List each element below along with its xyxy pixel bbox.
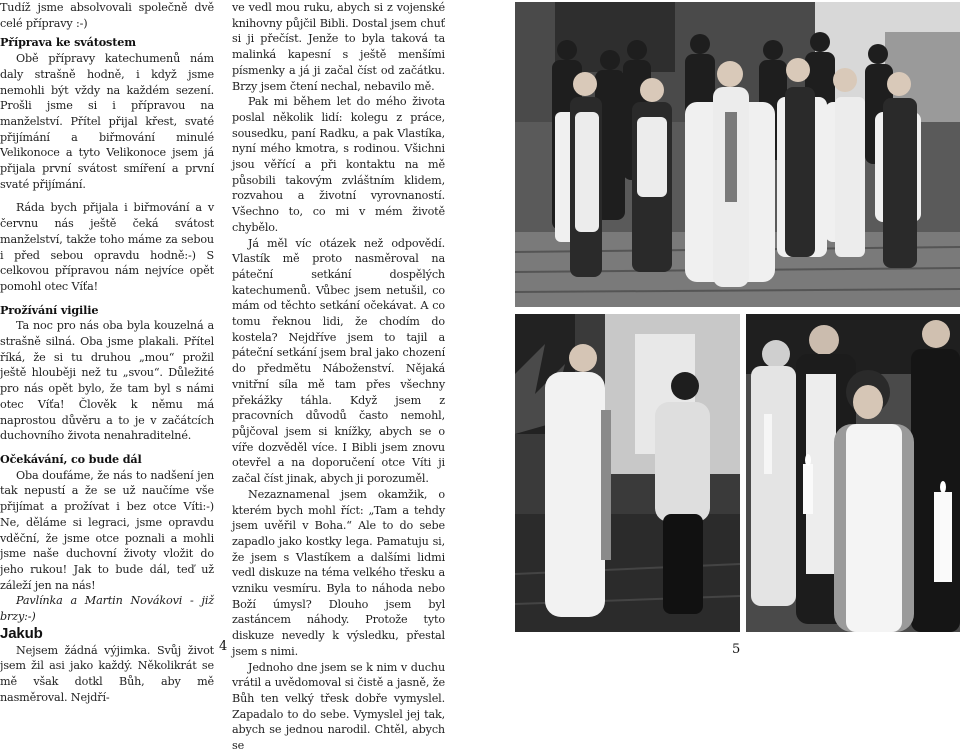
heading-jakub: Jakub [0, 624, 43, 642]
left-column-1 [0, 0, 214, 706]
paragraph: Jednoho dne jsem se k nim v duchu vrátil a uvědomoval si čistě a jasně, že Bůh ten velký třesk dobře vymyslel. Zapadalo to do sebe. Vymyslel jej tak, abych se jednou narodil. Chtěl, abych se [232, 660, 445, 753]
heading-ocekavani: Očekávání, co bude dál [0, 451, 142, 466]
paragraph: Pak mi během let do mého života poslal několik lidí: kolegu z práce, sousedku, paní Radku, a pak Vlastíka, nyní mého kmotra, s rodinou. Všichni jsou věřící a při kontaktu na mě působili takovým zvláštním klidem, rozvahou a životní vyrovnaností. Všechno to, co mi v mém životě chybělo. [232, 95, 445, 234]
paragraph: Ráda bych přijala i biřmování a v červnu nás ještě čeká svátost manželství, takže toho máme za sebou i před sebou opravdu hodně:-) S celkovou přípravou nám nejvíce opět pomohl otec Víťa! [0, 201, 214, 293]
paragraph: Nezaznamenal jsem okamžik, o kterém bych mohl říct: „Tam a tehdy jsem uvěřil v Boha.“ Ale to do sebe zapadlo jako kostky lega. Pamatuju si, že jsem s Vlastíkem a dalšími lidmi vedl diskuze na téma velkého třesku a vzniku vesmíru. Byla to náhoda nebo Boží úmysl? Dlouho jsem byl zastáncem náhody. Protože tyto diskuze nevedly k výsledku, přestal jsem s nimi. [232, 487, 445, 658]
left-column-2 [232, 0, 445, 754]
heading-priprava: Příprava ke svátostem [0, 35, 136, 50]
page-number-left: 4 [219, 639, 228, 654]
paragraph: ve vedl mou ruku, abych si z vojenské knihovny půjčil Bibli. Dostal jsem chuť si ji přečíst. Jenže to byla taková ta malinká kapesní s ještě menšími písmenky a já ji začal číst od začátku. Brzy jsem čtení nechal, nebavilo mě. [232, 1, 445, 93]
heading-vigilie: Prožívání vigilie [0, 302, 99, 317]
paragraph: Ta noc pro nás oba byla kouzelná a strašně silná. Oba jsme plakali. Přítel říká, že si tu druhou „mou“ prožil ještě hlouběji než tu „svou“. Důležité pro nás opět bylo, že tam byl s námi otec Víťa! Člověk k němu má naprostou důvěru a to je v začátcích duchovního života nenahraditelné. [0, 319, 214, 443]
baptism-photo [515, 314, 740, 632]
group-photo [515, 2, 960, 307]
signature: Pavlínka a Martin Novákovi - již brzy:-) [0, 594, 214, 624]
paragraph: Já měl víc otázek než odpovědí. Vlastík mě proto nasměroval na páteční setkání dospělých katechumenů. Vůbec jsem netušil, co mám od těchto setkání očekávat. A co tomu řeknou lidi, že chodím do kostela? Nejdříve jsem to tajil a páteční setkání jsem bral jako chození do předmětu Náboženství. Nějaká vnitřní síla mě tam přes všechny překážky táhla. Když jsem z pracovních důvodů často nemohl, půjčoval jsem si knížky, abych se o víře dozvěděl více. I Bibli jsem znovu otevřel a na doporučení otce Víti ji začal číst jinak, abych ji porozuměl. [232, 236, 445, 486]
paragraph: Nejsem žádná výjimka. Svůj život jsem žil asi jako každý. Několikrát se mě však dotkl Bůh, aby mě nasměroval. Nejdří- [0, 643, 214, 704]
candle-photo [746, 314, 960, 632]
intro-paragraph: Tudíž jsme absolvovali společně dvě celé přípravy :-) [0, 1, 214, 30]
paragraph: Obě přípravy katechumenů nám daly strašně hodně, i když jsme nemohli být vždy na každém sezení. Prošli jsme si i přípravou na manželství. Přítel přijal křest, svaté přijímání a biřmování minulé Velikonoce a tyto Velikonoce jsem já přijala první svátost smíření a první svaté přijímání. [0, 52, 214, 191]
paragraph: Oba doufáme, že nás to nadšení jen tak nepustí a že se už naučíme vše přijímat a prožívat i bez otce Víti:-) Ne, děláme si legraci, jsme opravdu vděční, že jsme otce poznali a mohli jsme naše duchovní životy vložit do jeho rukou! Jak to bude dál, teď už záleží jen na nás! [0, 468, 214, 592]
page-number-right: 5 [732, 642, 741, 657]
